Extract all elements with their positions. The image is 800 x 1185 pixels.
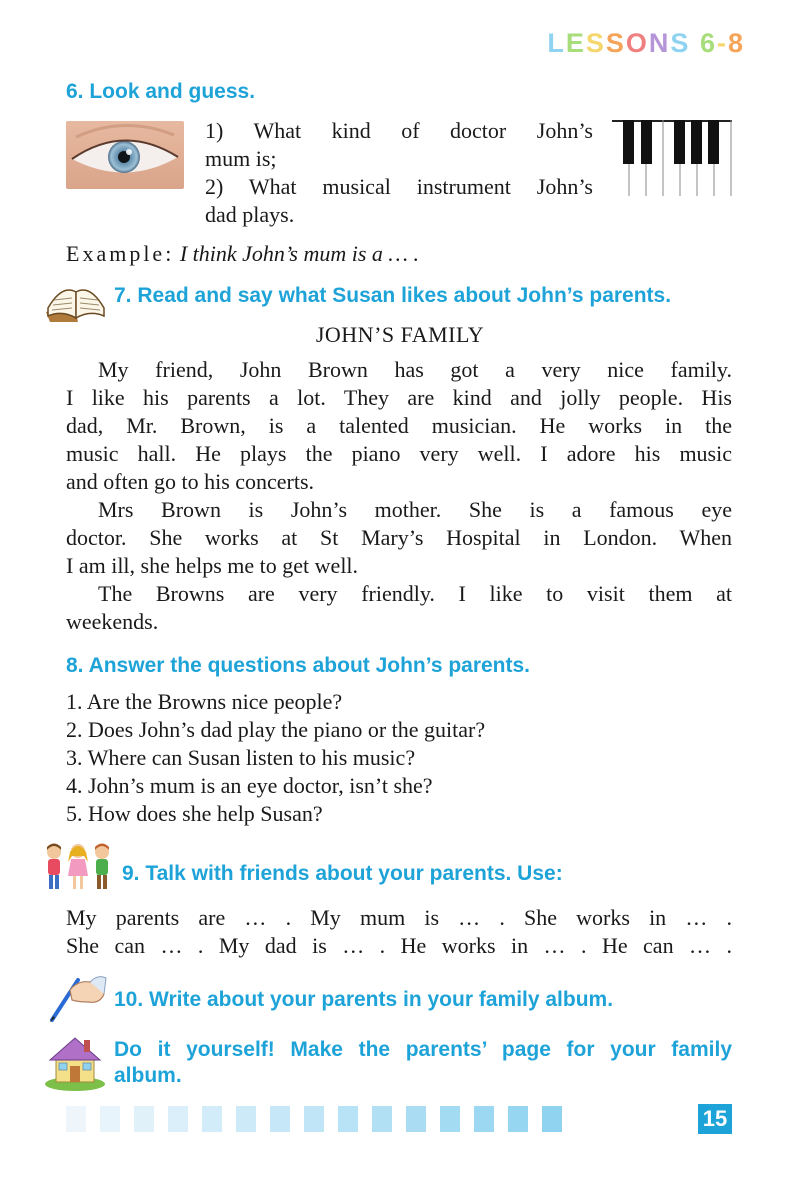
list-item: 4. John’s mum is an eye doctor, isn’t she? xyxy=(66,773,433,798)
footer-square xyxy=(304,1106,324,1132)
children-icon xyxy=(42,842,114,901)
story-line: dad, Mr. Brown, is a talented musician. He works in the xyxy=(66,413,732,438)
list-item: 2. Does John’s dad play the piano or the guitar? xyxy=(66,717,486,742)
story-line: My friend, John Brown has got a very nice family. xyxy=(98,357,732,382)
footer-square xyxy=(168,1106,188,1132)
footer-square xyxy=(440,1106,460,1132)
story-line: Mrs Brown is John’s mother. She is a famous eye xyxy=(98,497,732,522)
question-line: 1) What kind of doctor John’s xyxy=(205,118,593,143)
page-number: 15 xyxy=(698,1104,732,1134)
exercise-6-heading: 6. Look and guess. xyxy=(66,80,256,103)
exercise-6-questions xyxy=(205,117,593,229)
question-line: dad plays. xyxy=(205,202,295,227)
footer-square xyxy=(542,1106,562,1132)
task-line: Do it yourself! Make the parents’ page for your family xyxy=(114,1038,732,1061)
story-line: I am ill, she helps me to get well. xyxy=(66,553,359,578)
header-letter: E xyxy=(565,28,586,58)
house-icon xyxy=(42,1032,108,1097)
story-title: JOHN’S FAMILY xyxy=(315,322,485,347)
question-line: mum is; xyxy=(205,146,277,171)
header-letter: N xyxy=(648,28,671,58)
eye-image xyxy=(66,121,184,189)
list-item: 1. Are the Browns nice people? xyxy=(66,689,343,714)
question-line: 2) What musical instrument John’s xyxy=(205,174,593,199)
example-text: I think John’s mum is a … . xyxy=(179,241,419,266)
footer-square xyxy=(406,1106,426,1132)
example-line xyxy=(66,240,419,268)
header-letter: O xyxy=(625,28,649,58)
piano-icon xyxy=(612,120,732,196)
header-letter: S xyxy=(670,28,691,58)
do-it-yourself-task xyxy=(114,1037,732,1089)
story-line: The Browns are very friendly. I like to visit them at xyxy=(98,581,732,606)
questions-list xyxy=(66,688,485,828)
header-letter: - xyxy=(716,28,728,58)
footer-decoration xyxy=(66,1106,562,1132)
task-line: album. xyxy=(114,1064,182,1087)
footer-square xyxy=(100,1106,120,1132)
story-line: music hall. He plays the piano very well. I adore his music xyxy=(66,441,732,466)
example-label: Example: xyxy=(66,241,175,266)
prompt-line: My parents are … . My mum is … . She works in … . xyxy=(66,905,732,930)
footer-square xyxy=(236,1106,256,1132)
prompt-line: She can … . My dad is … . He works in … . He can … . xyxy=(66,933,732,958)
story-line: I like his parents a lot. They are kind and jolly people. His xyxy=(66,385,732,410)
header-letter: S xyxy=(585,28,606,58)
exercise-10-heading: 10. Write about your parents in your family album. xyxy=(114,988,614,1011)
story-line: doctor. She works at St Mary’s Hospital in London. When xyxy=(66,525,732,550)
footer-square xyxy=(474,1106,494,1132)
footer-square xyxy=(338,1106,358,1132)
footer-square xyxy=(134,1106,154,1132)
footer-square xyxy=(372,1106,392,1132)
footer-square xyxy=(202,1106,222,1132)
list-item: 5. How does she help Susan? xyxy=(66,801,323,826)
header-letter xyxy=(690,28,700,59)
story-line: and often go to his concerts. xyxy=(66,469,315,494)
exercise-7-heading: 7. Read and say what Susan likes about John’s parents. xyxy=(114,284,672,307)
footer-square xyxy=(508,1106,528,1132)
header-letter: 8 xyxy=(727,28,745,58)
lessons-header xyxy=(547,28,745,59)
exercise-9-heading: 9. Talk with friends about your parents. Use: xyxy=(122,862,563,885)
writing-hand-icon xyxy=(44,970,108,1029)
header-letter: 6 xyxy=(699,28,717,58)
header-letter: S xyxy=(605,28,626,58)
header-letter: L xyxy=(547,28,566,58)
exercise-8-heading: 8. Answer the questions about John’s parents. xyxy=(66,654,531,677)
eye-icon xyxy=(66,121,184,189)
piano-keys-image xyxy=(612,120,732,196)
story-line: weekends. xyxy=(66,609,159,634)
list-item: 3. Where can Susan listen to his music? xyxy=(66,745,416,770)
footer-square xyxy=(270,1106,290,1132)
footer-square xyxy=(66,1106,86,1132)
